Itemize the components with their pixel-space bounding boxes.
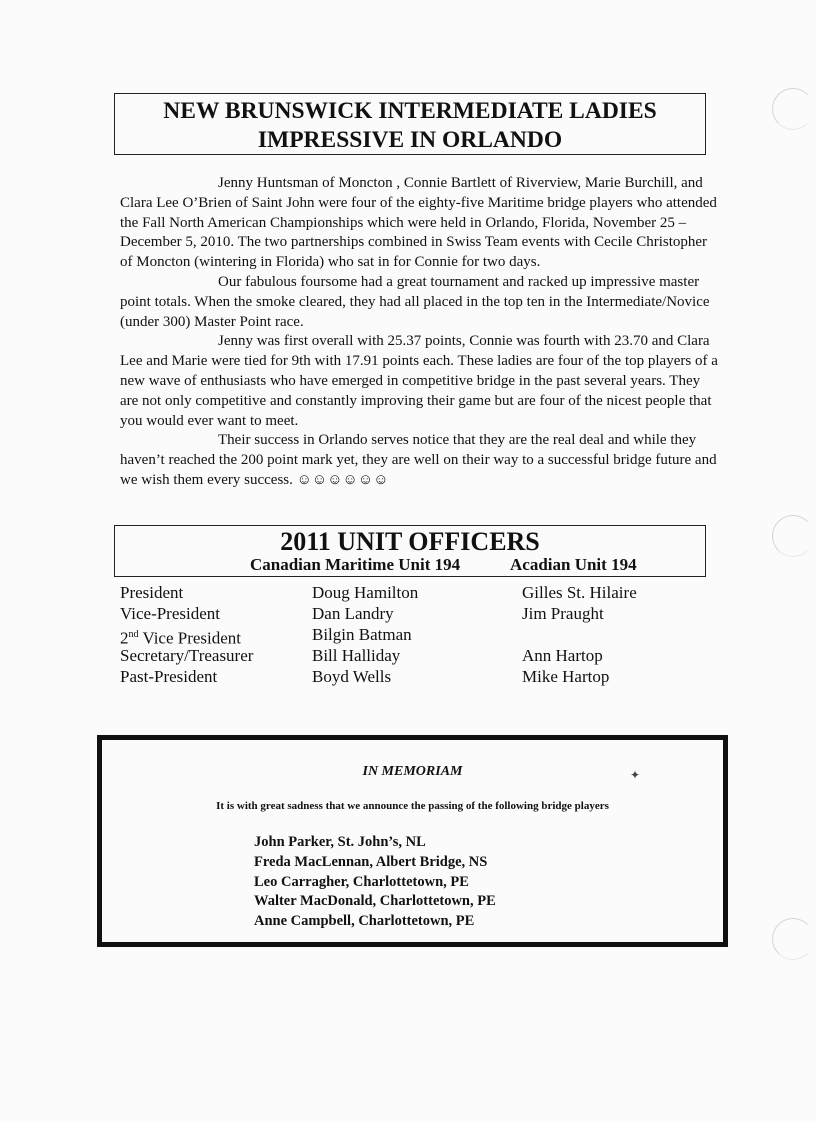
canadian-unit-heading: Canadian Maritime Unit 194 [250,555,461,574]
memoriam-name: John Parker, St. John’s, NL [254,834,426,850]
article-title-line-1: NEW BRUNSWICK INTERMEDIATE LADIES [163,98,657,124]
acadian-secretary-treasurer: Ann Hartop [522,646,603,665]
in-memoriam-list [254,833,496,932]
in-memoriam-box [97,735,728,947]
memoriam-name: Freda MacLennan, Albert Bridge, NS [254,853,488,870]
in-memoriam-intro: It is with great sadness that we announce the passing of the following bridge players [216,800,609,812]
acadian-past-president: Mike Hartop [522,667,610,686]
canadian-past-president: Boyd Wells [312,667,392,686]
article-paragraph-4: Their success in Orlando serves notice that they are the real deal and while they haven’t reached the 200 point mark yet, they are well on their way to a successful bridge future and we wish them every success. ☺☺☺☺☺☺ [120,432,717,488]
binder-hole-bottom [772,918,814,960]
role-second-vice-suffix: nd [128,629,139,640]
binder-hole-top [772,88,814,130]
canadian-president: Doug Hamilton [312,583,419,602]
role-past-president: Past-President [120,667,218,686]
article-title-box [114,93,706,155]
role-vice-president: Vice-President [120,604,220,623]
article-body [120,174,720,491]
acadian-unit-heading: Acadian Unit 194 [510,555,637,574]
acadian-vice-president: Jim Praught [522,604,604,623]
scan-mark: ✦ [630,768,641,782]
memoriam-name: Leo Carragher, Charlottetown, PE [254,873,469,890]
role-president: President [120,583,184,602]
binder-hole-middle [772,515,814,557]
article-title-line-2: IMPRESSIVE IN ORLANDO [257,127,563,153]
article-paragraph-3: Jenny was first overall with 25.37 points, Connie was fourth with 23.70 and Clara Lee and Marie were tied for 9th with 17.91 points each. These ladies are four of the top players of a new wave of enthusiasts who have emerged in competitive bridge in the past several years. They are not only competitive and constantly improving their game but are four of the nicest people that you would ever want to meet. [120,333,718,429]
in-memoriam-title: IN MEMORIAM [362,764,463,779]
canadian-second-vice-president: Bilgin Batman [312,625,412,644]
acadian-president: Gilles St. Hilaire [522,583,637,602]
article-paragraph-1: Jenny Huntsman of Moncton , Connie Bartlett of Riverview, Marie Burchill, and Clara Lee O’Brien of Saint John were four of the eighty-five Maritime bridge players who attended the Fall North American Championships which were held in Orlando, Florida, November 25 – December 5, 2010. The two partnerships combined in Swiss Team events with Cecile Christopher of Moncton (wintering in Florida) who sat in for Connie for two days. [120,175,717,271]
memoriam-name: Anne Campbell, Charlottetown, PE [254,913,475,930]
canadian-vice-president: Dan Landry [312,604,394,623]
role-second-vice-text: Vice President [138,628,242,648]
role-secretary-treasurer: Secretary/Treasurer [120,646,254,665]
canadian-secretary-treasurer: Bill Halliday [312,646,401,665]
role-second-vice-number: 2 [120,628,129,648]
memoriam-name: Walter MacDonald, Charlottetown, PE [254,893,496,910]
unit-officers-title: 2011 UNIT OFFICERS [280,527,540,556]
article-paragraph-2: Our fabulous foursome had a great tournament and racked up impressive master point totals. When the smoke cleared, they had all placed in the top ten in the Intermediate/Novice (under 300) Master Point race. [120,273,710,330]
